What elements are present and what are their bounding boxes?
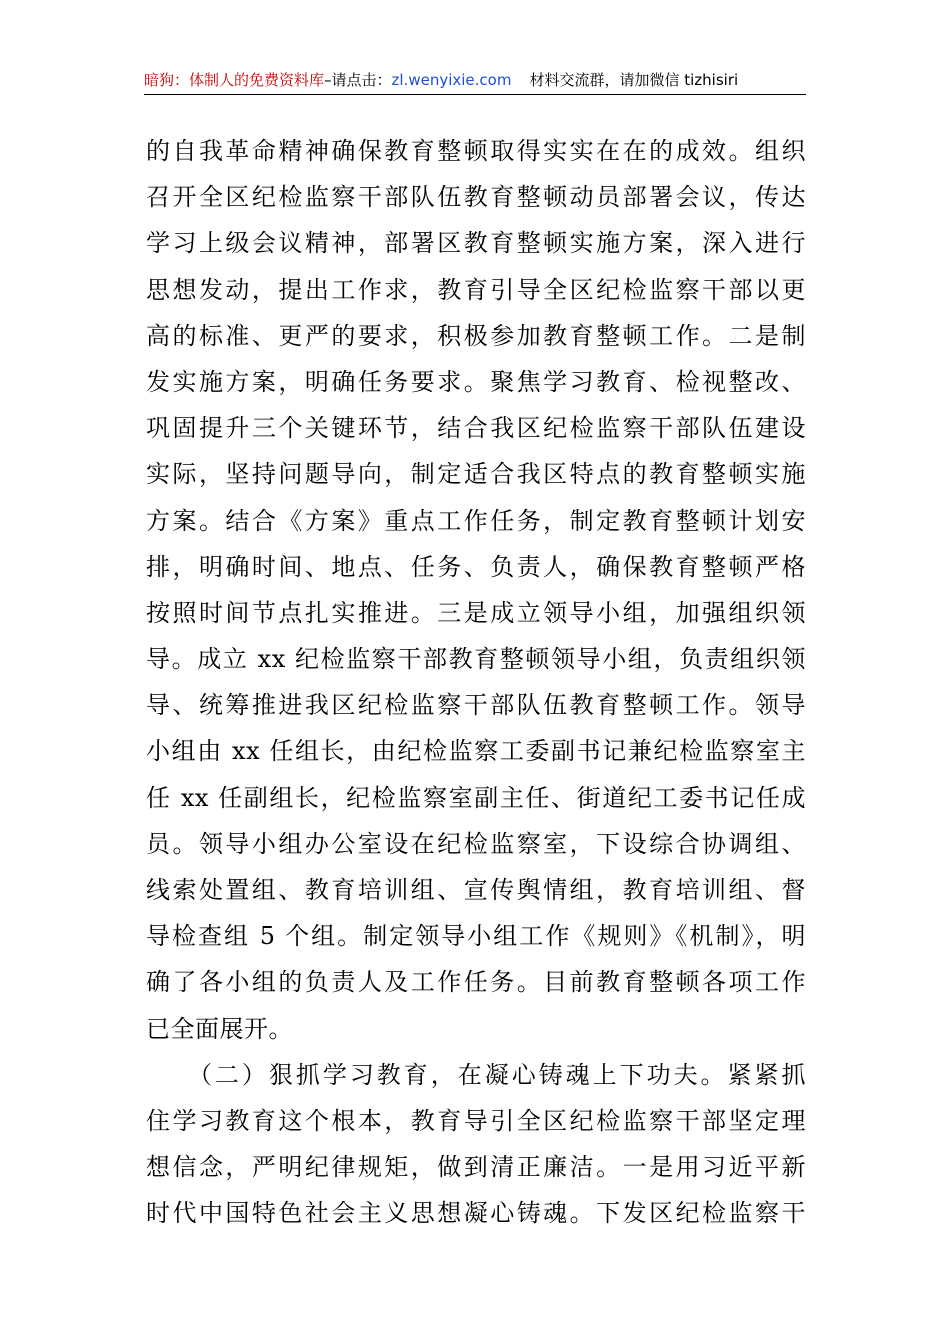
body-line: 线索处置组、教育培训组、宣传舆情组，教育培训组、督 (146, 876, 806, 904)
body-line: 小组由 xx 任组长，由纪检监察工委副书记兼纪检监察室主 (146, 737, 806, 766)
body-line: 实际，坚持问题导向，制定适合我区特点的教育整顿实施 (146, 460, 806, 489)
body-line: 时代中国特色社会主义思想凝心铸魂。下发区纪检监察干 (146, 1199, 806, 1228)
body-line: 学习上级会议精神，部署区教育整顿实施方案，深入进行 (146, 229, 806, 258)
body-line: 召开全区纪检监察干部队伍教育整顿动员部署会议，传达 (146, 183, 806, 212)
header-click-prompt: –请点击： (324, 71, 392, 89)
body-line: 发实施方案，明确任务要求。聚焦学习教育、检视整改、 (146, 367, 806, 396)
body-line: 想信念，严明纪律规矩，做到清正廉洁。一是用习近平新 (146, 1153, 806, 1182)
body-line: 任 xx 任副组长，纪检监察室副主任、街道纪工委书记任成 (146, 783, 806, 812)
body-line: 住学习教育这个根本，教育导引全区纪检监察干部坚定理 (146, 1106, 806, 1135)
body-line: 导。成立 xx 纪检监察干部教育整顿领导小组，负责组织领 (146, 645, 806, 674)
header-group-text: 材料交流群，请加微信 tizhisiri (529, 71, 739, 89)
header-divider (144, 94, 806, 95)
header-url-link[interactable]: zl.wenyixie.com (391, 71, 512, 89)
body-line: 确了各小组的负责人及工作任务。目前教育整顿各项工作 (146, 968, 806, 997)
body-line: 员。领导小组办公室设在纪检监察室，下设综合协调组、 (146, 829, 806, 858)
body-line: 高的标准、更严的要求，积极参加教育整顿工作。二是制 (146, 321, 806, 350)
body-line: 思想发动，提出工作求，教育引导全区纪检监察干部以更 (146, 275, 806, 304)
body-line: 按照时间节点扎实推进。三是成立领导小组，加强组织领 (146, 598, 806, 627)
document-body (146, 128, 806, 1237)
body-line: 导、统筹推进我区纪检监察干部队伍教育整顿工作。领导 (146, 691, 806, 720)
body-line: 的自我革命精神确保教育整顿取得实实在在的成效。组织 (146, 137, 806, 165)
body-line: 巩固提升三个关键环节，结合我区纪检监察干部队伍建设 (146, 414, 806, 443)
header-site-name: 暗狗：体制人的免费资料库 (144, 71, 325, 89)
body-line: 导检查组 5 个组。制定领导小组工作《规则》《机制》，明 (146, 922, 806, 951)
page-header (144, 68, 806, 92)
body-line: 排，明确时间、地点、任务、负责人，确保教育整顿严格 (146, 552, 806, 581)
body-line: 方案。结合《方案》重点工作任务，制定教育整顿计划安 (146, 506, 806, 535)
body-line: 已全面展开。 (146, 1014, 293, 1043)
body-line: （二）狠抓学习教育，在凝心铸魂上下功夫。紧紧抓 (146, 1060, 806, 1089)
